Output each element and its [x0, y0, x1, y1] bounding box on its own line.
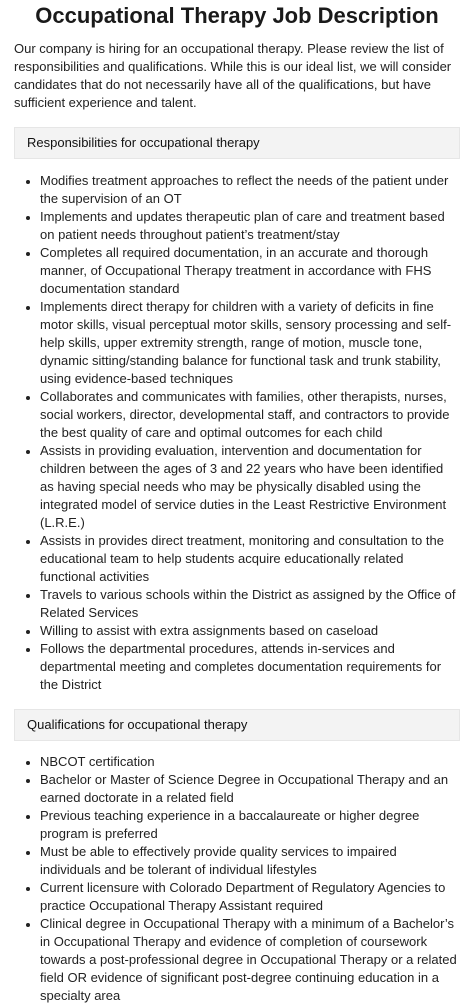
list-item: • Collaborates and communicates with families, other therapists, nurses, social workers, director, developmental staff, and contractors to provide the best quality of care and optimal outcomes for each child	[40, 388, 460, 442]
list-item: • NBCOT certification	[40, 753, 460, 771]
responsibilities-list	[14, 172, 460, 694]
list-item: • Implements and updates therapeutic plan of care and treatment based on patient needs throughout patient’s treatment/stay	[40, 208, 460, 244]
list-item: • Current licensure with Colorado Department of Regulatory Agencies to practice Occupational Therapy Assistant required	[40, 879, 460, 915]
intro-paragraph: Our company is hiring for an occupational therapy. Please review the list of responsibilities and qualifications. While this is our ideal list, we will consider candidates that do not necessarily have all of the qualifications, but have sufficient experience and talent.	[14, 41, 452, 110]
list-item: • Implements direct therapy for children with a variety of deficits in fine motor skills, visual perceptual motor skills, sensory processing and self-help skills, upper extremity strength, range of motion, muscle tone, dynamic sitting/standing balance for functional task and trunk stability, using evidence-based techniques	[40, 298, 460, 388]
list-item: • Clinical degree in Occupational Therapy with a minimum of a Bachelor’s in Occupational Therapy and evidence of completion of coursework towards a post-professional degree in Occupational Therapy or a related field OR evidence of significant post-degree continuing education in a specialty area	[40, 915, 460, 1005]
qualifications-heading: Qualifications for occupational therapy	[14, 709, 460, 741]
list-item: • Travels to various schools within the District as assigned by the Office of Related Services	[40, 586, 460, 622]
list-item: • Follows the departmental procedures, attends in-services and departmental meeting and completes documentation requirements for the District	[40, 640, 460, 694]
list-item: • Bachelor or Master of Science Degree in Occupational Therapy and an earned doctorate in a related field	[40, 771, 460, 807]
responsibilities-heading: Responsibilities for occupational therapy	[14, 127, 460, 159]
list-item: • Willing to assist with extra assignments based on caseload	[40, 622, 460, 640]
list-item: • Modifies treatment approaches to reflect the needs of the patient under the supervision of an OT	[40, 172, 460, 208]
list-item: • Previous teaching experience in a baccalaureate or higher degree program is preferred	[40, 807, 460, 843]
qualifications-list	[14, 753, 460, 1005]
page-title: Occupational Therapy Job Description	[35, 3, 439, 28]
list-item: • Assists in providing evaluation, intervention and documentation for children between the ages of 3 and 22 years who have been identified as having special needs who may be physically disabled using the integrated model of service duties in the Least Restrictive Environment (L.R.E.)	[40, 442, 460, 532]
list-item: • Completes all required documentation, in an accurate and thorough manner, of Occupational Therapy treatment in accordance with FHS documentation standard	[40, 244, 460, 298]
list-item: • Must be able to effectively provide quality services to impaired individuals and be tolerant of individual lifestyles	[40, 843, 460, 879]
list-item: • Assists in provides direct treatment, monitoring and consultation to the educational team to help students acquire educationally related functional activities	[40, 532, 460, 586]
